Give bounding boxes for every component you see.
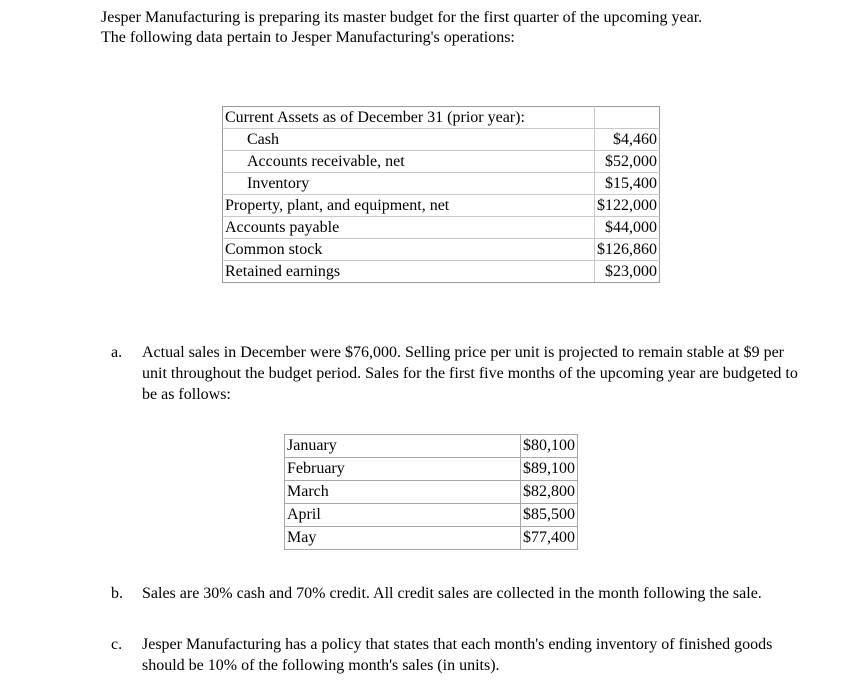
item-b-marker: b. bbox=[111, 585, 123, 602]
row-value: $4,460 bbox=[595, 129, 660, 151]
table-row bbox=[223, 217, 660, 239]
item-a-text: Actual sales in December were $76,000. Selling price per unit is projected to remain stable at $9 per unit throughout the budget period. Sales for the first five months of the upcoming year are budgeted to be as follows: bbox=[142, 344, 798, 403]
table-row bbox=[223, 129, 660, 151]
sales-value: $77,400 bbox=[521, 527, 578, 550]
row-label: Accounts receivable, net bbox=[223, 151, 595, 173]
table-row bbox=[285, 458, 578, 481]
table-row bbox=[223, 239, 660, 261]
table-row bbox=[223, 195, 660, 217]
item-c-marker: c. bbox=[111, 636, 123, 653]
item-b bbox=[111, 583, 801, 604]
row-value: $122,000 bbox=[595, 195, 660, 217]
sales-value: $89,100 bbox=[521, 458, 578, 481]
item-a bbox=[111, 342, 801, 405]
item-c bbox=[111, 634, 801, 676]
balance-header: Current Assets as of December 31 (prior year): bbox=[223, 107, 595, 129]
intro-line-2: The following data pertain to Jesper Manufacturing's operations: bbox=[101, 29, 515, 46]
month-label: March bbox=[285, 481, 521, 504]
table-row bbox=[223, 261, 660, 283]
balance-sheet-table bbox=[222, 106, 660, 283]
sales-value: $82,800 bbox=[521, 481, 578, 504]
balance-header-value bbox=[595, 107, 660, 129]
row-value: $44,000 bbox=[595, 217, 660, 239]
intro-line-1: Jesper Manufacturing is preparing its master budget for the first quarter of the upcoming year. bbox=[101, 9, 703, 26]
row-label: Common stock bbox=[223, 239, 595, 261]
row-label: Cash bbox=[223, 129, 595, 151]
item-b-text: Sales are 30% cash and 70% credit. All credit sales are collected in the month following the sale. bbox=[142, 585, 762, 602]
row-label: Accounts payable bbox=[223, 217, 595, 239]
row-label: Retained earnings bbox=[223, 261, 595, 283]
row-value: $15,400 bbox=[595, 173, 660, 195]
table-row bbox=[223, 107, 660, 129]
item-c-text: Jesper Manufacturing has a policy that states that each month's ending inventory of finished goods should be 10% of the following month's sales (in units). bbox=[142, 636, 773, 674]
item-a-marker: a. bbox=[111, 344, 123, 361]
sales-budget-table bbox=[284, 434, 578, 550]
table-row bbox=[285, 435, 578, 458]
row-label: Property, plant, and equipment, net bbox=[223, 195, 595, 217]
row-value: $23,000 bbox=[595, 261, 660, 283]
month-label: April bbox=[285, 504, 521, 527]
sales-value: $80,100 bbox=[521, 435, 578, 458]
month-label: May bbox=[285, 527, 521, 550]
sales-value: $85,500 bbox=[521, 504, 578, 527]
month-label: January bbox=[285, 435, 521, 458]
month-label: February bbox=[285, 458, 521, 481]
table-row bbox=[223, 151, 660, 173]
row-value: $126,860 bbox=[595, 239, 660, 261]
table-row bbox=[285, 527, 578, 550]
table-row bbox=[223, 173, 660, 195]
row-value: $52,000 bbox=[595, 151, 660, 173]
table-row bbox=[285, 481, 578, 504]
table-row bbox=[285, 504, 578, 527]
row-label: Inventory bbox=[223, 173, 595, 195]
intro-paragraph bbox=[101, 8, 821, 48]
